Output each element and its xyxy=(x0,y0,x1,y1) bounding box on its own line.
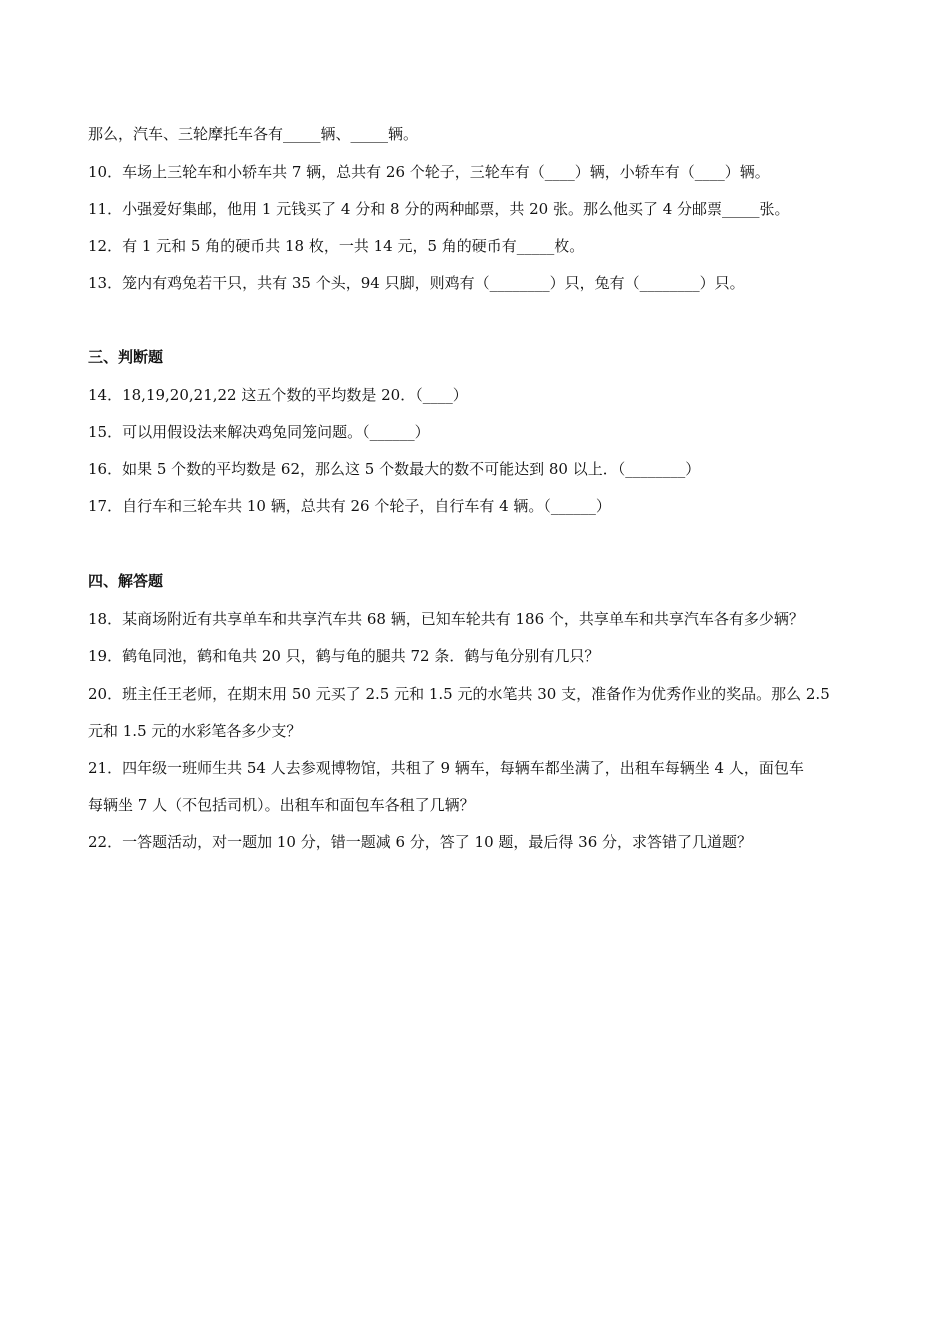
section-3-heading: 三、判断题 xyxy=(88,348,164,366)
question-14: 14．18,19,20,21,22 这五个数的平均数是 20．（____） xyxy=(88,386,468,404)
question-17: 17．自行车和三轮车共 10 辆，总共有 26 个轮子，自行车有 4 辆。（______） xyxy=(88,497,611,515)
question-15: 15．可以用假设法来解决鸡兔同笼问题。（______） xyxy=(88,423,430,441)
question-13: 13．笼内有鸡兔若干只，共有 35 个头，94 只脚，则鸡有（________）只，兔有（________）只。 xyxy=(88,274,745,292)
question-11: 11．小强爱好集邮，他用 1 元钱买了 4 分和 8 分的两种邮票，共 20 张。那么他买了 4 分邮票_____张。 xyxy=(88,200,790,218)
question-19: 19．鹤龟同池，鹤和龟共 20 只，鹤与龟的腿共 72 条．鹤与龟分别有几只？ xyxy=(88,647,600,665)
question-12: 12．有 1 元和 5 角的硬币共 18 枚，一共 14 元，5 角的硬币有_____枚。 xyxy=(88,237,585,255)
question-21: 21．四年级一班师生共 54 人去参观博物馆，共租了 9 辆车，每辆车都坐满了，出租车每辆坐 4 人，面包车 xyxy=(88,759,804,777)
question-21-continued: 每辆坐 7 人（不包括司机）。出租车和面包车各租了几辆？ xyxy=(88,796,475,814)
question-16: 16．如果 5 个数的平均数是 62，那么这 5 个数最大的数不可能达到 80 以上．（________） xyxy=(88,460,701,478)
question-22: 22．一答题活动，对一题加 10 分，错一题减 6 分，答了 10 题，最后得 36 分，求答错了几道题？ xyxy=(88,833,753,851)
question-18: 18．某商场附近有共享单车和共享汽车共 68 辆，已知车轮共有 186 个，共享单车和共享汽车各有多少辆？ xyxy=(88,610,804,628)
question-9-answer-line: 那么，汽车、三轮摩托车各有_____辆、_____辆。 xyxy=(88,125,419,143)
question-20: 20．班主任王老师，在期末用 50 元买了 2.5 元和 1.5 元的水笔共 30 支，准备作为优秀作业的奖品。那么 2.5 xyxy=(88,685,830,703)
question-10: 10．车场上三轮车和小轿车共 7 辆，总共有 26 个轮子，三轮车有（____）辆，小轿车有（____）辆。 xyxy=(88,163,770,181)
question-20-continued: 元和 1.5 元的水彩笔各多少支？ xyxy=(88,722,302,740)
section-4-heading: 四、解答题 xyxy=(88,572,164,590)
